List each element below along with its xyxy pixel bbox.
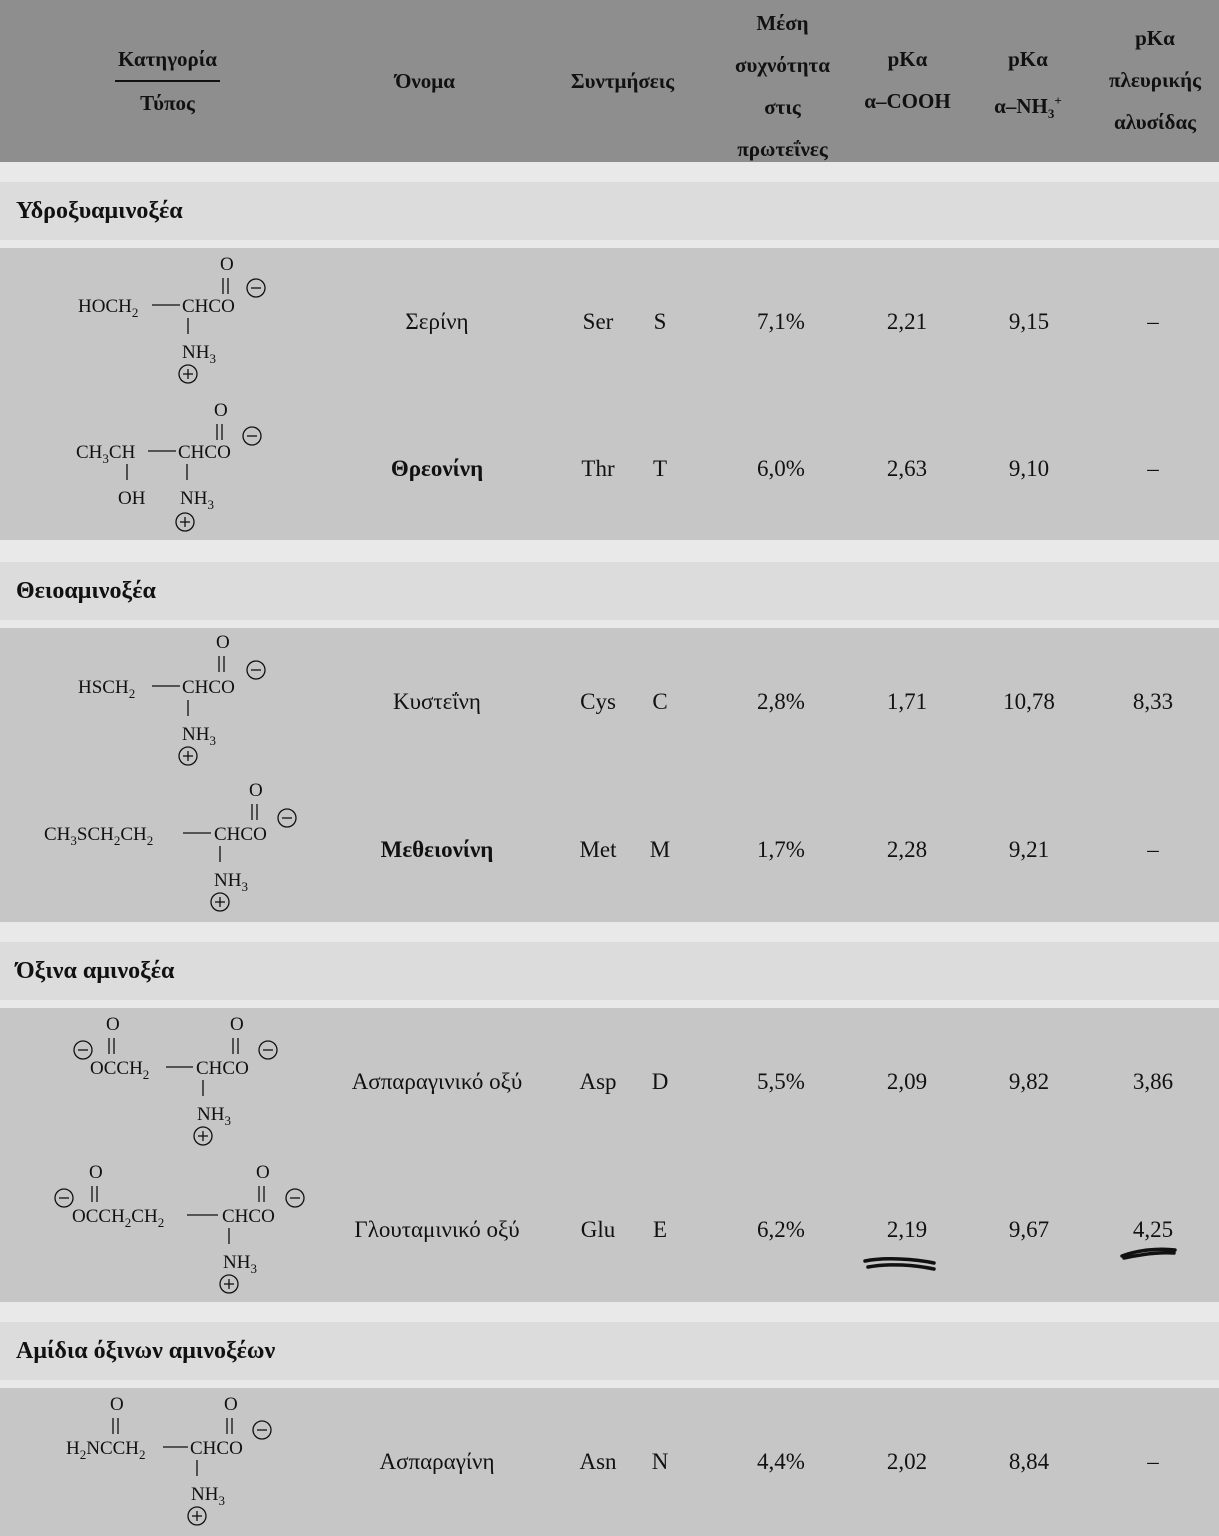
header-frequency-line: στις xyxy=(764,95,801,119)
cell-pka-side: – xyxy=(1147,309,1159,334)
header-pka-side xyxy=(1090,17,1219,143)
cell-freq: 4,4% xyxy=(757,1449,805,1474)
cell-abbr3: Thr xyxy=(581,456,615,481)
formula-acid: CHCO xyxy=(222,1206,275,1227)
cell-abbr3: Glu xyxy=(580,1217,616,1242)
cell-pka-nh3: 9,67 xyxy=(1008,1217,1050,1242)
header-frequency-line: Μέση xyxy=(756,11,809,35)
header-pka-nh3-line: pKα xyxy=(1008,47,1048,71)
cell-abbr3: Met xyxy=(579,837,617,862)
cell-pka-cooh: 2,19 xyxy=(886,1217,928,1242)
cell-freq: 1,7% xyxy=(757,837,805,862)
header-pka-cooh-line: α–COOH xyxy=(864,89,951,113)
table-header xyxy=(0,0,1219,162)
formula-amine: $NH_3$ xyxy=(182,342,216,366)
formula-sidechain: $CH_3CH$ xyxy=(76,442,136,466)
cell-pka-nh3: 10,78 xyxy=(1003,689,1055,714)
structural-formula-threonine xyxy=(30,396,330,536)
formula-amine: $NH_3$ xyxy=(223,1252,257,1276)
cell-pka-nh3: 9,15 xyxy=(1008,309,1050,334)
header-category-type xyxy=(95,38,240,124)
header-pka-nh3 xyxy=(968,38,1088,135)
header-pka-side-line: πλευρικής xyxy=(1109,68,1201,92)
formula-oxygen: O xyxy=(224,1394,238,1415)
cell-pka-cooh: 2,63 xyxy=(886,456,928,481)
formula-aspartate xyxy=(40,1008,340,1148)
header-category: Κατηγορία xyxy=(115,38,220,82)
cell-pka-side: – xyxy=(1147,837,1159,862)
structural-formula-cysteine xyxy=(30,628,330,768)
cell-abbr3: Ser xyxy=(582,309,614,334)
header-frequency-line: συχνότητα xyxy=(735,53,830,77)
formula-acid: CHCO xyxy=(214,824,267,845)
header-frequency xyxy=(715,2,850,170)
formula-acid: CHCO xyxy=(196,1058,249,1079)
formula-sidechain: $HSCH_2$ xyxy=(78,677,136,701)
cell-pka-side: 4,25 xyxy=(1132,1217,1174,1242)
formula-amine: $NH_3$ xyxy=(180,488,214,512)
cell-name: Θρεονίνη xyxy=(390,456,484,481)
header-pka-cooh xyxy=(850,38,965,122)
formula-oxygen: O xyxy=(220,254,234,275)
formula-amine: $NH_3$ xyxy=(214,870,248,894)
structural-formula-serine xyxy=(30,248,330,388)
formula-sidechain: $OCCH_2$ xyxy=(90,1058,150,1082)
formula-sidechain: $CH_3SCH_2CH_2$ xyxy=(44,824,154,848)
header-pka-nh3-line xyxy=(968,80,1088,135)
formula-hydroxyl: OH xyxy=(118,488,146,509)
formula-oxygen: O xyxy=(214,400,228,421)
cell-pka-cooh: 2,21 xyxy=(886,309,928,334)
cell-pka-nh3: 9,10 xyxy=(1008,456,1050,481)
cell-abbr1: D xyxy=(651,1069,669,1094)
structural-formula-aspartate xyxy=(40,1008,340,1148)
cell-pka-nh3: 8,84 xyxy=(1008,1449,1050,1474)
category-band xyxy=(0,942,1219,1000)
formula-oxygen: O xyxy=(230,1014,244,1035)
separator xyxy=(0,1000,1219,1008)
formula-acid: CHCO xyxy=(182,296,235,317)
formula-cysteine xyxy=(30,628,330,768)
cell-freq: 6,0% xyxy=(757,456,805,481)
cell-abbr1: N xyxy=(651,1449,669,1474)
cell-pka-side: 3,86 xyxy=(1132,1069,1174,1094)
header-name: Όνομα xyxy=(395,69,455,93)
header-pka-side-line: αλυσίδας xyxy=(1113,110,1197,134)
separator xyxy=(0,1302,1219,1322)
formula-oxygen: O xyxy=(216,632,230,653)
header-type: Τύπος xyxy=(140,91,195,115)
category-band xyxy=(0,1322,1219,1380)
header-pka-nh3-sub: 3 xyxy=(1047,106,1055,122)
category-title-hydroxy: Υδροξυαμινοξέα xyxy=(16,198,183,224)
cell-pka-cooh: 2,02 xyxy=(886,1449,928,1474)
cell-freq: 6,2% xyxy=(757,1217,805,1242)
formula-amine: $NH_3$ xyxy=(182,724,216,748)
formula-serine xyxy=(30,248,330,388)
structural-formula-glutamate xyxy=(24,1156,324,1296)
formula-amine: $NH_3$ xyxy=(197,1104,231,1128)
handwritten-underline-mark xyxy=(1118,1246,1180,1262)
cell-abbr3: Asn xyxy=(579,1449,617,1474)
header-pka-nh3-sup: + xyxy=(1054,93,1062,108)
cell-name: Μεθειονίνη xyxy=(380,837,494,862)
formula-oxygen: O xyxy=(256,1162,270,1183)
cell-abbr1: S xyxy=(653,309,667,334)
cell-abbr1: M xyxy=(649,837,671,862)
formula-sidechain: $HOCH_2$ xyxy=(78,296,139,320)
header-frequency-line: πρωτεΐνες xyxy=(737,137,828,161)
cell-pka-side: 8,33 xyxy=(1132,689,1174,714)
separator xyxy=(0,922,1219,942)
cell-abbr1: E xyxy=(652,1217,668,1242)
cell-pka-cooh: 2,28 xyxy=(886,837,928,862)
formula-oxygen: O xyxy=(249,780,263,801)
formula-asparagine xyxy=(36,1388,336,1528)
cell-abbr3: Cys xyxy=(580,689,616,714)
header-pka-cooh-line: pKα xyxy=(887,47,928,71)
formula-oxygen: O xyxy=(89,1162,103,1183)
formula-glutamate xyxy=(24,1156,324,1296)
cell-name: Κυστεΐνη xyxy=(393,689,481,714)
cell-abbr1: T xyxy=(652,456,668,481)
category-title-acidic: Όξινα αμινοξέα xyxy=(16,958,175,984)
cell-name: Ασπαραγίνη xyxy=(379,1449,495,1474)
cell-pka-cooh: 1,71 xyxy=(886,689,928,714)
formula-sidechain: $OCCH_2CH_2$ xyxy=(72,1206,165,1230)
separator xyxy=(0,620,1219,628)
separator xyxy=(0,162,1219,182)
formula-oxygen: O xyxy=(110,1394,124,1415)
header-pka-side-line: pKα xyxy=(1135,26,1175,50)
cell-pka-nh3: 9,21 xyxy=(1008,837,1050,862)
category-title-amides: Αμίδια όξινων αμινοξέων xyxy=(16,1338,276,1364)
category-band xyxy=(0,182,1219,240)
cell-freq: 5,5% xyxy=(757,1069,805,1094)
cell-freq: 2,8% xyxy=(757,689,805,714)
cell-pka-side: – xyxy=(1147,1449,1159,1474)
separator xyxy=(0,1380,1219,1388)
cell-name: Γλουταμινικό οξύ xyxy=(354,1217,520,1242)
category-band xyxy=(0,562,1219,620)
header-abbreviations: Συντμήσεις xyxy=(570,69,675,93)
cell-pka-nh3: 9,82 xyxy=(1008,1069,1050,1094)
formula-acid: CHCO xyxy=(190,1438,243,1459)
formula-oxygen: O xyxy=(106,1014,120,1035)
cell-abbr1: C xyxy=(652,689,668,714)
formula-acid: CHCO xyxy=(178,442,231,463)
cell-pka-side: – xyxy=(1147,456,1159,481)
formula-amine: $NH_3$ xyxy=(191,1484,225,1508)
formula-methionine xyxy=(16,776,316,916)
header-pka-nh3-label: α–NH xyxy=(994,94,1048,118)
formula-acid: CHCO xyxy=(182,677,235,698)
handwritten-underline-mark xyxy=(860,1255,940,1275)
separator xyxy=(0,540,1219,562)
structural-formula-methionine xyxy=(16,776,316,916)
cell-freq: 7,1% xyxy=(757,309,805,334)
formula-sidechain: $H_2NCCH_2$ xyxy=(66,1438,146,1462)
cell-abbr3: Asp xyxy=(579,1069,617,1094)
formula-threonine xyxy=(30,396,330,536)
cell-pka-cooh: 2,09 xyxy=(886,1069,928,1094)
category-title-sulfur: Θειοαμινοξέα xyxy=(16,578,156,604)
structural-formula-asparagine xyxy=(36,1388,336,1528)
separator xyxy=(0,240,1219,248)
cell-name: Ασπαραγινικό οξύ xyxy=(351,1069,523,1094)
cell-name: Σερίνη xyxy=(405,309,469,334)
